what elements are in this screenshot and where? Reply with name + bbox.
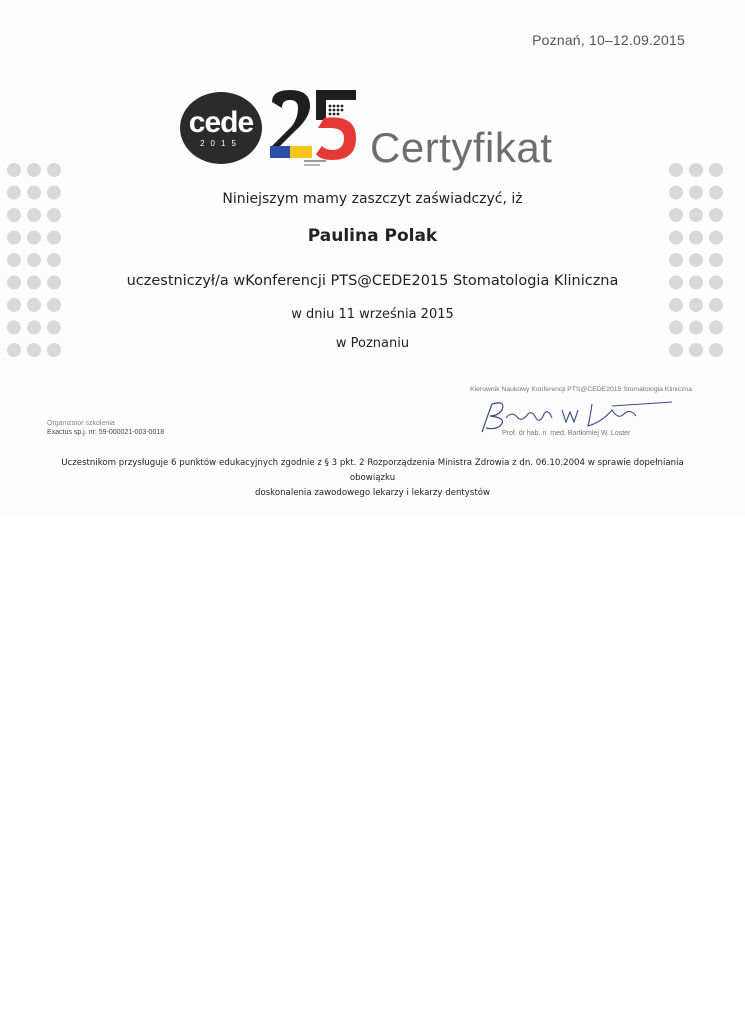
event-place: w Poznaniu: [335, 336, 410, 351]
footer-line-2: doskonalenia zawodowego lekarzy i lekarzy dentystów: [254, 488, 491, 498]
decorative-dot: [669, 163, 683, 177]
organizer-info: [47, 419, 164, 437]
certificate-title: Certyfikat: [370, 124, 553, 171]
signature-title: Kierownik Naukowy Konferencji PTS@CEDE2015 Stomatologia Kliniczna: [470, 386, 692, 393]
event-date: w dniu 11 września 2015: [291, 307, 454, 322]
decorative-dot: [669, 208, 683, 222]
decorative-dot: [689, 253, 703, 267]
decorative-dot: [709, 208, 723, 222]
decorative-dot: [689, 163, 703, 177]
certificate-intro: Niniejszym mamy zaszczyt zaświadczyć, iż: [222, 191, 523, 207]
decorative-dot: [689, 321, 703, 335]
decorative-dot: [689, 208, 703, 222]
organizer-value: Exactus sp.j. nr: 59-000021-003-0018: [47, 429, 165, 436]
organizer-label: Organizator szkolenia: [47, 420, 115, 427]
decorative-dot: [7, 163, 21, 177]
cede-logo: [180, 92, 262, 164]
recipient-name: Paulina Polak: [307, 226, 438, 246]
decorative-dot: [669, 321, 683, 335]
decorative-dot: [47, 321, 61, 335]
place-date: Poznań, 10–12.09.2015: [532, 32, 685, 48]
decorative-dot: [709, 253, 723, 267]
decorative-dot: [47, 253, 61, 267]
signature-block: [452, 386, 692, 437]
cede-logo-year: 2015: [200, 138, 242, 148]
decorative-dot: [669, 253, 683, 267]
decorative-dot: [7, 253, 21, 267]
footer-note: [40, 456, 705, 501]
decorative-dot: [47, 163, 61, 177]
decorative-dot: [27, 208, 41, 222]
footer-line-1: Uczestnikom przysługuje 6 punktów edukacyjnych zgodnie z § 3 pkt. 2 Rozporządzenia Ministra Zdrowia z dn. 06.10.2004 w sprawie dopełniania obowiązku: [61, 458, 684, 483]
decorative-dot: [709, 163, 723, 177]
decorative-dot: [27, 163, 41, 177]
decorative-dot: [709, 321, 723, 335]
decorative-dot: [47, 208, 61, 222]
cede-logo-text: cede: [188, 105, 254, 139]
decorative-dot: [7, 208, 21, 222]
anniversary-25-logo: [268, 88, 360, 168]
participation-statement: uczestniczył/a wKonferencji PTS@CEDE2015 Stomatologia Kliniczna: [126, 273, 619, 289]
decorative-dot: [27, 321, 41, 335]
decorative-dot: [27, 253, 41, 267]
signer-name: Prof. dr hab. n. med. Bartłomiej W. Loster: [502, 430, 631, 437]
decorative-dot: [7, 321, 21, 335]
